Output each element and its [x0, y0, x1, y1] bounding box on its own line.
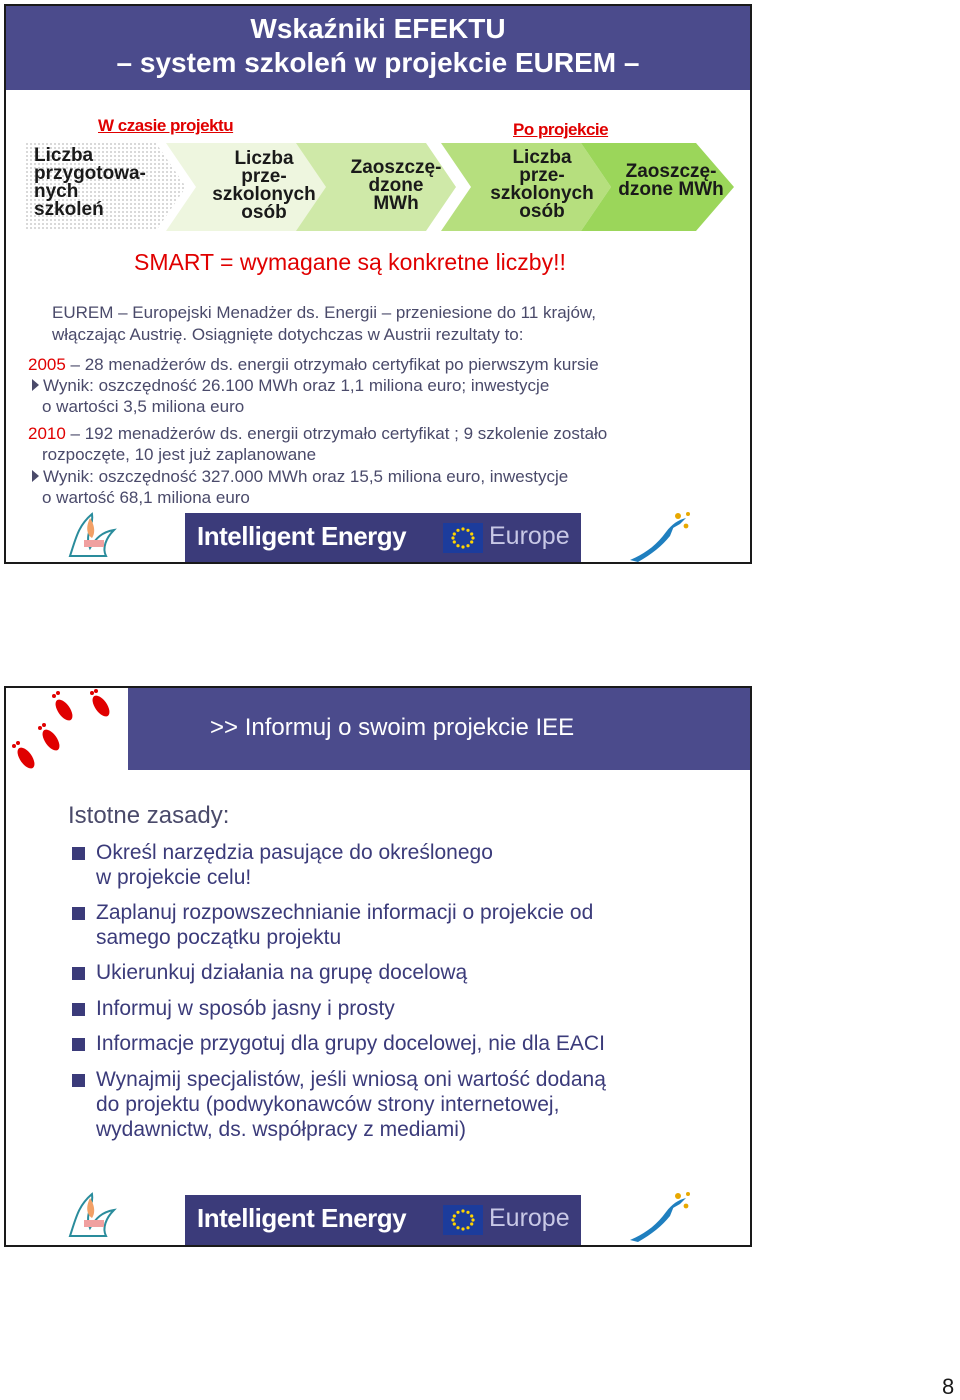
page-number: 8: [942, 1374, 955, 1399]
square-bullet-icon: [72, 847, 85, 860]
slide1-title-line1: Wskaźniki EFEKTU: [250, 13, 506, 44]
jumping-figure-logo-icon: [626, 1188, 694, 1242]
eu-flag-icon: [443, 523, 483, 553]
slide-inform-project: >> Informuj o swoim projekcie IEE Istotne zasady: Określ narzędzia pasujące do określonego w projekcie celu! Zaplanuj rozpowszechnianie informacji o projekcie od samego początku projektu Ukierunkuj działania na grupę docelową Informuj w sposób jasny i prosty Informacje przygotuj dla grupy docelowej, nie dla EACI Wynajmij specjalistów, jeśli wniosą oni wartość dodaną do projektu (podwykonawców strony internetowej, wydawnictw, ds. współpracy z mediami) Intelligent Energy Europe: [4, 686, 752, 1247]
ie-banner-text: Intelligent Energy: [197, 521, 407, 551]
chevron-1-text: Liczba przygotowa- nych szkoleń: [34, 145, 146, 220]
slide1-title-line2: – system szkoleń w projekcie EUREM –: [116, 47, 640, 78]
square-bullet-icon: [72, 907, 85, 920]
chevron-2-text: Liczba prze- szkolonych osób: [212, 148, 316, 223]
smart-note: SMART = wymagane są konkretne liczby!!: [134, 249, 566, 275]
result-2010-line4: o wartość 68,1 miliona euro: [42, 488, 250, 507]
footprints-icon: [6, 688, 128, 774]
result-2005-line3: o wartości 3,5 miliona euro: [42, 397, 245, 416]
intro-line2: włączając Austrię. Osiągnięte dotychczas w Austrii rezultaty to:: [52, 325, 524, 344]
chevron-5-text: Zaoszczę- dzone MWh: [618, 161, 724, 200]
result-2010-line1: 2010 – 192 menadżerów ds. energii otrzymało certyfikat ; 9 szkolenie zostało: [28, 424, 608, 443]
result-2010-line3: Wynik: oszczędność 327.000 MWh oraz 15,5 miliona euro, inwestycje: [32, 466, 568, 487]
result-2005-line1: 2005 – 28 menadżerów ds. energii otrzymało certyfikat po pierwszym kursie: [28, 355, 599, 374]
square-bullet-icon: [72, 1038, 85, 1051]
square-bullet-icon: [72, 1003, 85, 1016]
intelligent-energy-banner: [185, 1195, 581, 1245]
ie-banner-europe: Europe: [489, 1204, 570, 1232]
chevron-4-text: Liczba prze- szkolonych osób: [490, 147, 594, 222]
slide2-subtitle: Istotne zasady:: [68, 802, 230, 829]
jumping-figure-logo-icon: [626, 508, 694, 562]
slide2-title: >> Informuj o swoim projekcie IEE: [210, 714, 575, 741]
result-2005-line2: Wynik: oszczędność 26.100 MWh oraz 1,1 miliona euro; inwestycje: [32, 375, 549, 396]
arrow-right-icon: [32, 379, 39, 391]
chevron-3-text: Zaoszczę- dzone MWh: [350, 157, 442, 214]
result-2010-line2: rozpoczęte, 10 jest już zaplanowane: [42, 445, 317, 464]
slide-efekt-indicators: [4, 4, 752, 564]
ie-banner-text: Intelligent Energy: [197, 1203, 407, 1233]
arrow-right-icon: [32, 470, 39, 482]
slide1-header: [6, 6, 750, 90]
phase-after-label: Po projekcie: [513, 120, 609, 139]
year-2005: 2005: [28, 355, 66, 374]
year-2010: 2010: [28, 424, 66, 443]
ie-banner-europe: Europe: [489, 522, 570, 550]
slide2-header: [128, 688, 750, 770]
organization-logo-icon: [62, 1188, 122, 1238]
phase-during-label: W czasie projektu: [98, 116, 234, 135]
square-bullet-icon: [72, 1074, 85, 1087]
square-bullet-icon: [72, 967, 85, 980]
intro-line1: EUREM – Europejski Menadżer ds. Energii – przeniesione do 11 krajów,: [52, 303, 596, 322]
eu-flag-icon: [443, 1205, 483, 1235]
intelligent-energy-banner: [185, 513, 581, 563]
organization-logo-icon: [62, 508, 122, 558]
